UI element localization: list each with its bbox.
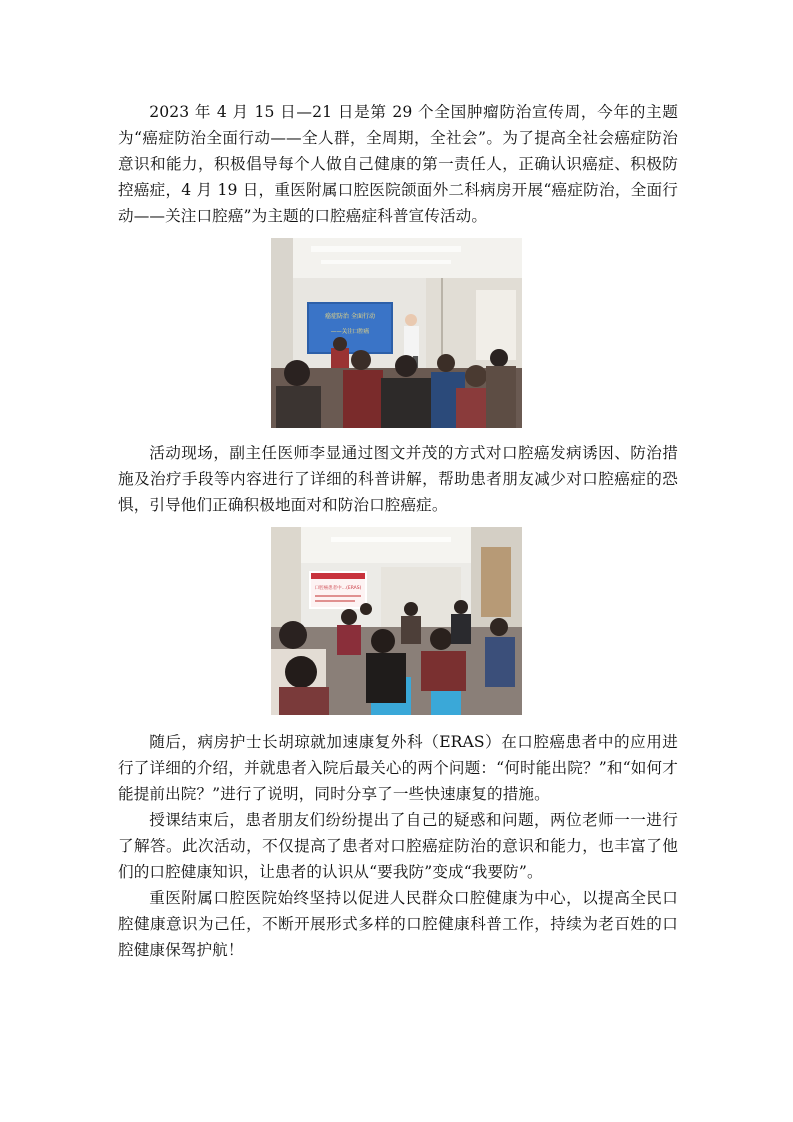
photo-lecture-doctor-image xyxy=(271,238,522,428)
photo-lecture-doctor xyxy=(271,238,522,428)
photo-lecture-audience-image xyxy=(271,527,522,715)
photo-lecture-audience xyxy=(271,527,522,715)
paragraph-conclusion: 重医附属口腔医院始终坚持以促进人民群众口腔健康为中心，以提高全民口腔健康意识为己任，不断开展形式多样的口腔健康科普工作，持续为老百姓的口腔健康保驾护航！ xyxy=(118,889,678,959)
photo1-screen-line2: ——关注口腔癌 xyxy=(330,329,370,335)
paragraph-qa: 授课结束后，患者朋友们纷纷提出了自己的疑惑和问题，两位老师一一进行了解答。此次活动，不仅提高了患者对口腔癌症防治的意识和能力，也丰富了他们的口腔健康知识，让患者的认识从“要我防”变成“我要防”。 xyxy=(118,811,678,881)
photo2-screen-text: 口腔癌患者中…(ERAS) xyxy=(314,586,362,591)
paragraph-intro: 2023 年 4 月 15 日—21 日是第 29 个全国肿瘤防治宣传周，今年的主题为“癌症防治全面行动——全人群，全周期，全社会”。为了提高全社会癌症防治意识和能力，积极倡导每个人做自己健康的第一责任人，正确认识癌症、积极防控癌症，4 月 19 日，重医附属口腔医院颌面外二科病房开展“癌症防治，全面行动——关注口腔癌”为主题的口腔癌症科普宣传活动。 xyxy=(118,103,678,225)
photo1-screen-line1: 癌症防治 全面行动 xyxy=(325,313,375,320)
paragraph-eras: 随后，病房护士长胡琼就加速康复外科（ERAS）在口腔癌患者中的应用进行了详细的介绍，并就患者入院后最关心的两个问题：“何时能出院？”和“如何才能提前出院？”进行了说明，同时分享了一些快速康复的措施。 xyxy=(118,733,678,803)
paragraph-lecture: 活动现场，副主任医师李显通过图文并茂的方式对口腔癌发病诱因、防治措施及治疗手段等内容进行了详细的科普讲解，帮助患者朋友减少对口腔癌症的恐惧，引导他们正确积极地面对和防治口腔癌症。 xyxy=(118,444,678,514)
